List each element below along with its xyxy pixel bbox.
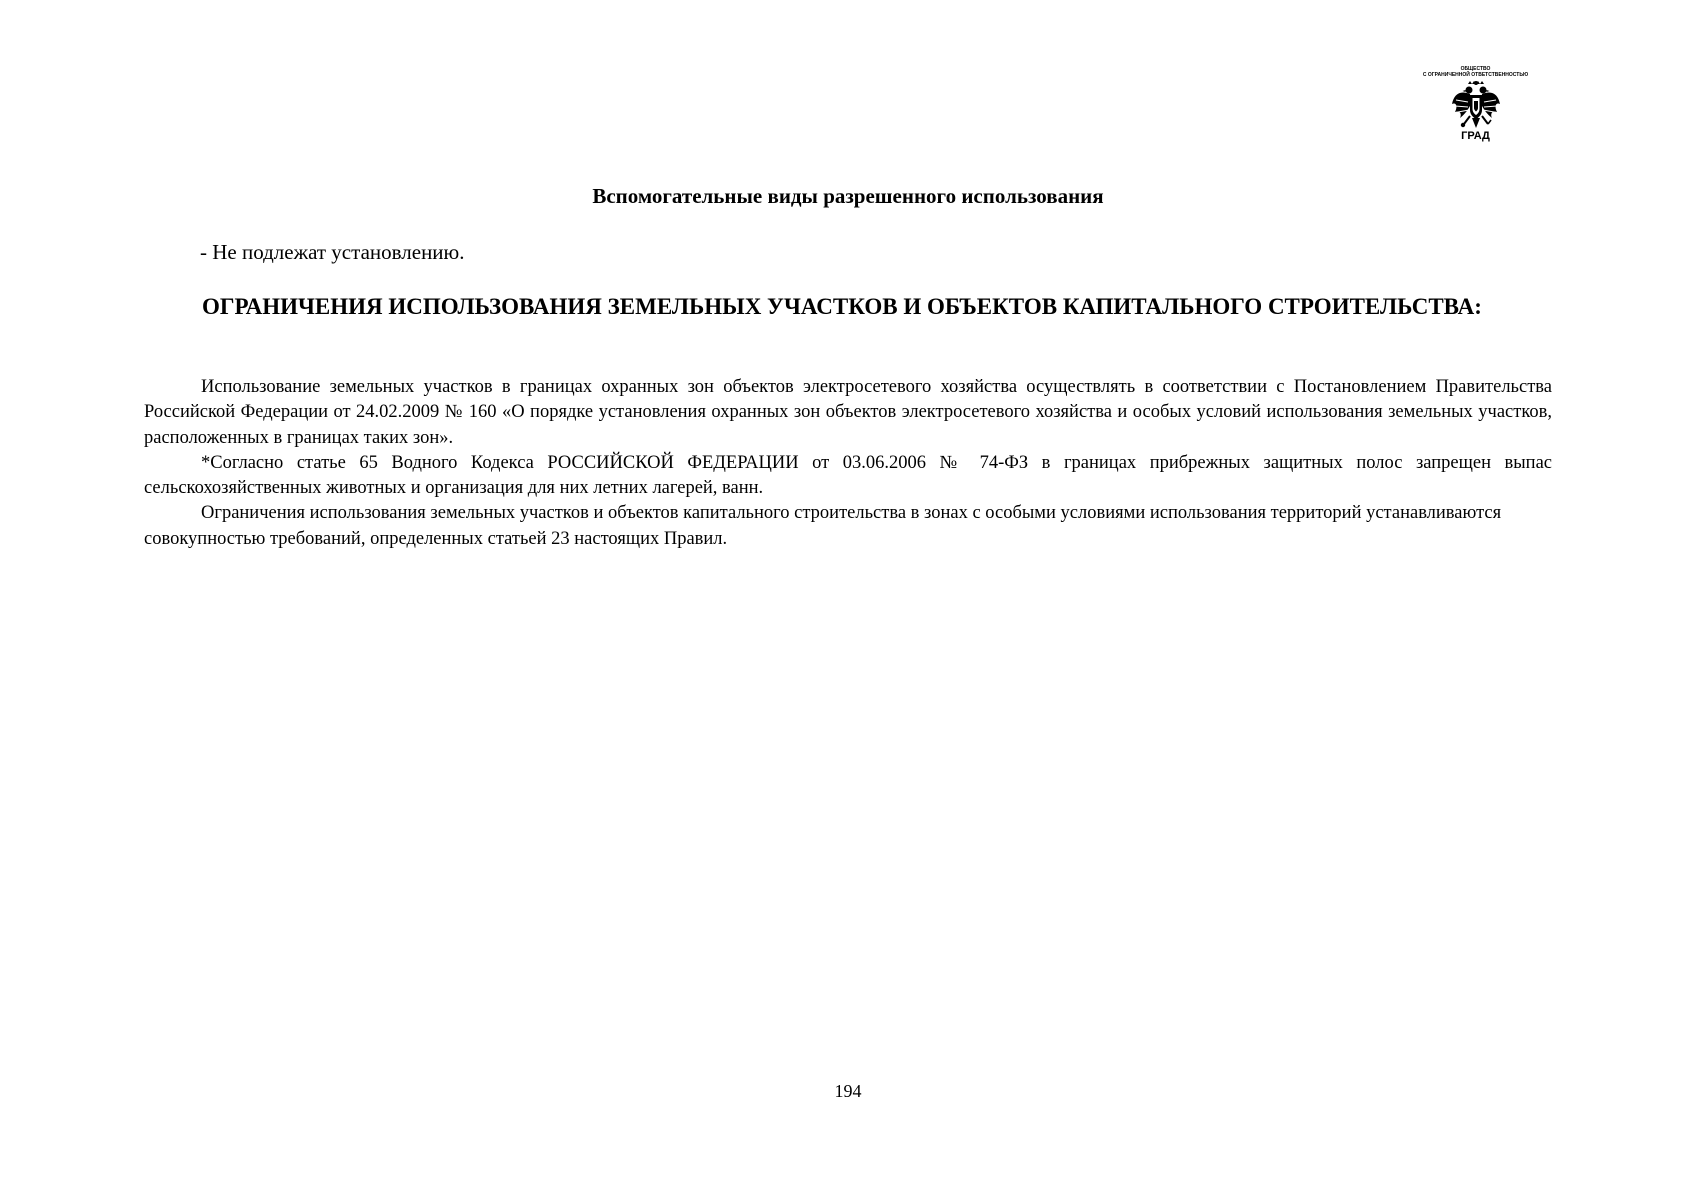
logo-line-1: ОБЩЕСТВО <box>1460 66 1491 72</box>
section-title: Вспомогательные виды разрешенного использования <box>592 184 1104 208</box>
restrictions-heading: ОГРАНИЧЕНИЯ ИСПОЛЬЗОВАНИЯ ЗЕМЕЛЬНЫХ УЧАСТКОВ И ОБЪЕКТОВ КАПИТАЛЬНОГО СТРОИТЕЛЬСТВА: <box>202 294 1482 319</box>
paragraph-water-code: *Согласно статье 65 Водного Кодекса РОССИЙСКОЙ ФЕДЕРАЦИИ от 03.06.2006 № 74-ФЗ в границах прибрежных защитных полос запрещен выпас сельскохозяйственных животных и организация для них летних лагерей, ванн. <box>144 452 1552 499</box>
not-subject-text: - Не подлежат установлению. <box>200 240 465 264</box>
page-number: 194 <box>834 1081 862 1101</box>
paragraph-power-grid: Использование земельных участков в границах охранных зон объектов электросетевого хозяйства осуществлять в соответствии с Постановлением Правительства Российской Федерации от 24.02.2009 № 160 «О порядке установления охранных зон объектов электросетевого хозяйства и особых условий использования земельных участков, расположенных в границах таких зон». <box>144 377 1552 448</box>
logo-line-2: С ОГРАНИЧЕННОЙ ОТВЕТСТВЕННОСТЬЮ <box>1422 72 1529 78</box>
logo-company-name: ГРАД <box>1461 130 1490 142</box>
double-headed-eagle-emblem-icon <box>1450 80 1502 130</box>
restrictions-body <box>144 375 1552 552</box>
paragraph-special-zones: Ограничения использования земельных участков и объектов капитального строительства в зонах с особыми условиями использования территорий устанавливаются совокупностью требований, определенных статьей 23 настоящих Правил. <box>144 503 1502 549</box>
company-logo <box>1393 66 1558 158</box>
